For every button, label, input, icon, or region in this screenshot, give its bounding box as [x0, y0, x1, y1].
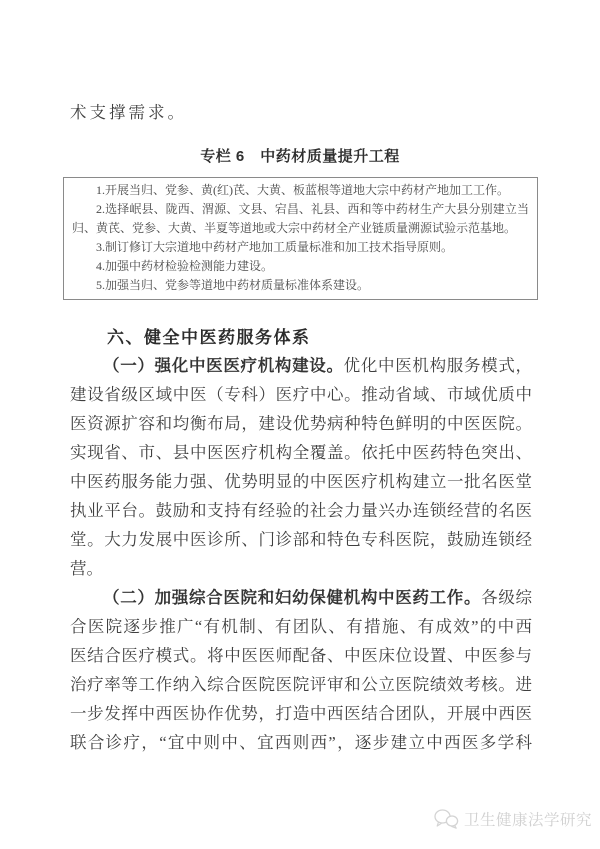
watermark — [433, 808, 592, 830]
paragraph-lead: （二）加强综合医院和妇幼保健机构中医药工作。 — [103, 589, 482, 607]
body-text-line: 堂。大力发展中医诊所、门诊部和特色专科医院，鼓励连锁经 — [70, 530, 532, 549]
callout-box — [63, 177, 538, 300]
paragraph-text: 各级综 — [481, 588, 532, 607]
callout-box-item: 4.加强中药材检验检测能力建设。 — [96, 259, 274, 273]
body-text-line: 营。 — [70, 559, 103, 578]
body-text-continuation-line: 术支撑需求。 — [70, 103, 187, 122]
body-text-line: 医资源扩容和均衡布局，建设优势病种特色鲜明的中医医院。 — [70, 414, 532, 433]
body-text-line — [70, 351, 532, 380]
body-text-line: 中医药服务能力强、优势明显的中医医疗机构建立一批名医堂 — [70, 472, 532, 491]
paragraph-1 — [70, 351, 532, 583]
body-text-line: 实现省、市、县中医医疗机构全覆盖。依托中医药特色突出、 — [70, 443, 532, 462]
paragraph-lead: （一）强化中医医疗机构建设。 — [103, 357, 344, 375]
callout-box-item: 5.加强当归、党参等道地中药材质量标准体系建设。 — [96, 278, 370, 292]
body-text-line: 建设省级区域中医（专科）医疗中心。推动省域、市域优质中 — [70, 385, 532, 404]
body-text-line: 联合诊疗，“宜中则中、宜西则西”，逐步建立中西医多学科 — [70, 733, 532, 752]
body-text-line: 合医院逐步推广“有机制、有团队、有措施、有成效”的中西 — [70, 617, 532, 636]
body-text-line: 执业平台。鼓励和支持有经验的社会力量兴办连锁经营的名医 — [70, 501, 532, 520]
column-heading: 专栏 6 中药材质量提升工程 — [200, 148, 400, 165]
section-heading: 六、健全中医药服务体系 — [107, 328, 311, 347]
paragraph-text: 优化中医机构服务模式， — [343, 356, 532, 375]
body-text-line — [70, 583, 532, 612]
watermark-text: 卫生健康法学研究 — [464, 812, 593, 829]
body-text-line: 一步发挥中西医协作优势，打造中西医结合团队，开展中西医 — [70, 704, 532, 723]
callout-box-item: 2.选择岷县、陇西、渭源、文县、宕昌、礼县、西和等中药材生产大县分别建立当归、黄芪、党参、大黄、半夏等道地或大宗中药材全产业链质量溯源试验示范基地。 — [72, 202, 529, 235]
callout-box-item: 3.制订修订大宗道地中药材产地加工质量标准和加工技术指导原则。 — [96, 240, 454, 254]
body-text-line: 治疗率等工作纳入综合医院医院评审和公立医院绩效考核。进 — [70, 675, 532, 694]
paragraph-2 — [70, 583, 532, 757]
wechat-logo-icon — [433, 808, 459, 830]
body-text-line: 医结合医疗模式。将中医医师配备、中医床位设置、中医参与 — [70, 646, 532, 665]
callout-box-item: 1.开展当归、党参、黄(红)芪、大黄、板蓝根等道地大宗中药材产地加工工作。 — [96, 183, 509, 197]
